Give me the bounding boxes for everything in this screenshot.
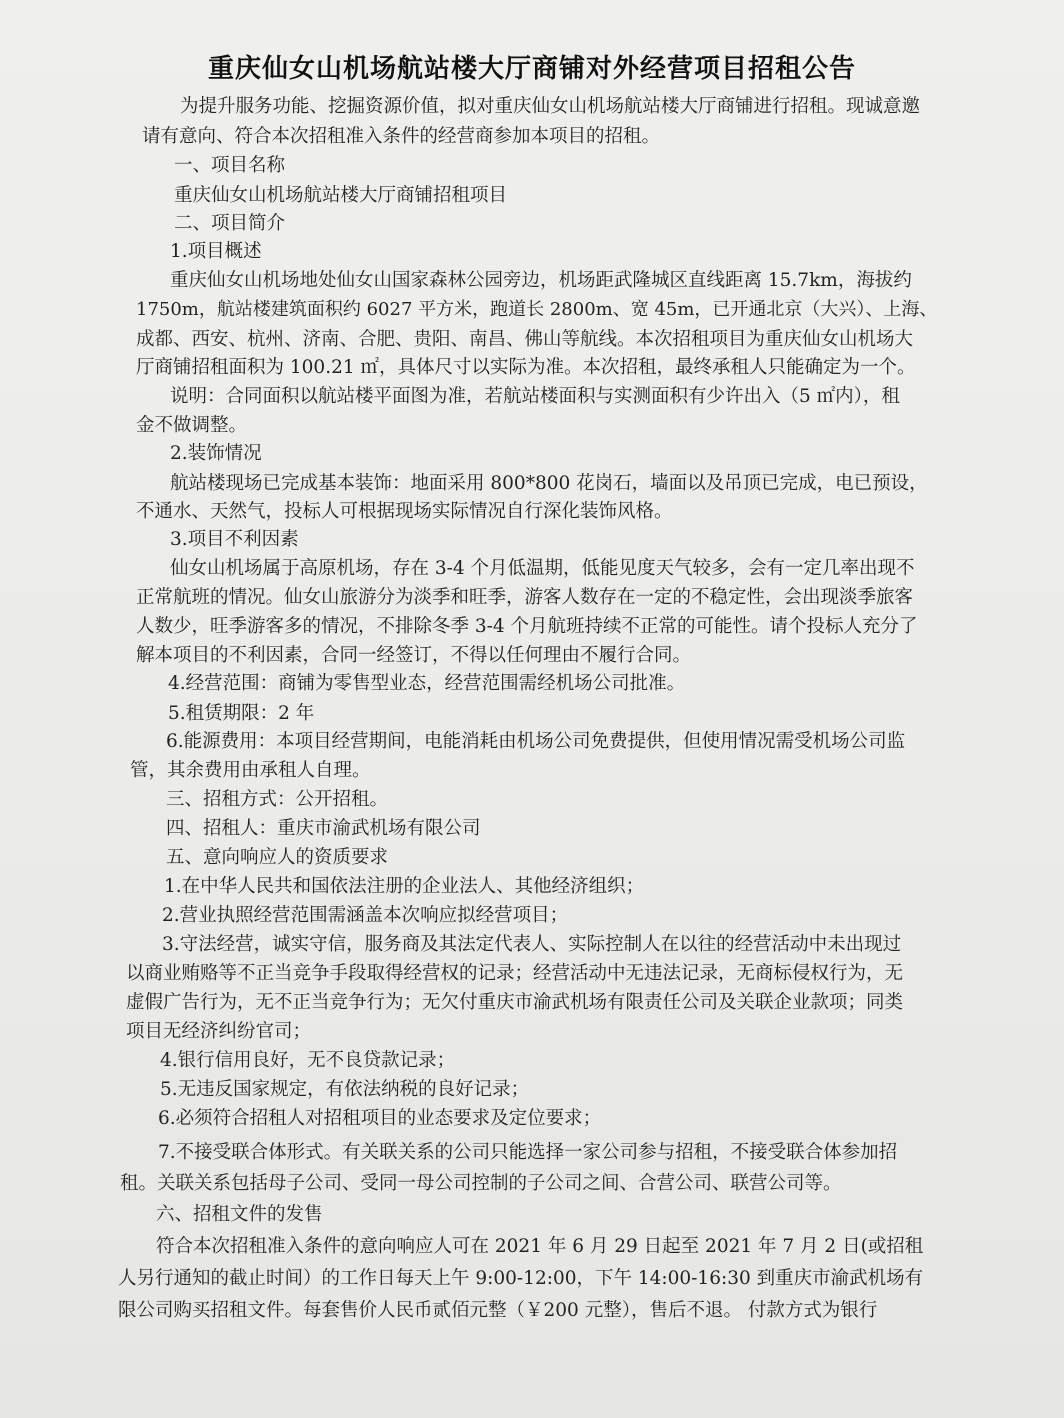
text-line: 航站楼现场已完成基本装饰：地面采用 800*800 花岗石，墙面以及吊顶已完成，电已预设， xyxy=(170,473,928,494)
text-line: 2.营业执照经营范围需涵盖本次响应拟经营项目； xyxy=(162,905,569,926)
text-line: 重庆仙女山机场地处仙女山国家森林公园旁边，机场距武隆城区直线距离 15.7km，海拔约 xyxy=(170,270,912,291)
text-line: 金不做调整。 xyxy=(136,415,248,436)
text-line: 说明：合同面积以航站楼平面图为准，若航站楼面积与实测面积有少许出入（5 ㎡内），租 xyxy=(170,386,900,407)
text-line: 4.经营范围：商铺为零售型业态，经营范围需经机场公司批准。 xyxy=(168,673,686,694)
text-line: 租。关联关系包括母子公司、受同一母公司控制的子公司之间、合营公司、联营公司等。 xyxy=(120,1173,842,1194)
text-line: 人另行通知的截止时间）的工作日每天上午 9:00-12:00，下午 14:00-16:30 到重庆市渝武机场有 xyxy=(118,1268,924,1289)
text-line: 6.必须符合招租人对招租项目的业态要求及定位要求； xyxy=(158,1108,602,1129)
text-line: 符合本次招租准入条件的意向响应人可在 2021 年 6 月 29 日起至 2021 年 7 月 2 日(或招租 xyxy=(156,1236,924,1257)
text-line: 5.无违反国家规定，有依法纳税的良好记录； xyxy=(160,1079,530,1100)
text-line: 二、项目简介 xyxy=(174,213,286,234)
text-line: 成都、西安、杭州、济南、合肥、贵阳、南昌、佛山等航线。本次招租项目为重庆仙女山机场大 xyxy=(136,329,914,350)
text-line: 六、招租文件的发售 xyxy=(156,1204,323,1225)
text-line: 2.装饰情况 xyxy=(170,443,262,464)
text-line: 虚假广告行为，无不正当竞争行为；无欠付重庆市渝武机场有限责任公司及关联企业款项；同类 xyxy=(126,992,904,1013)
text-line: 3.项目不利因素 xyxy=(170,529,299,550)
text-line: 解本项目的不利因素，合同一经签订，不得以任何理由不履行合同。 xyxy=(136,645,692,666)
text-line: 1.在中华人民共和国依法注册的企业法人、其他经济组织； xyxy=(164,876,645,897)
text-line: 为提升服务功能、挖掘资源价值，拟对重庆仙女山机场航站楼大厅商铺进行招租。现诚意邀 xyxy=(180,96,921,117)
text-line: 7.不接受联合体形式。有关联关系的公司只能选择一家公司参与招租，不接受联合体参加招 xyxy=(158,1142,898,1163)
text-line: 人数少，旺季游客多的情况，不排除冬季 3-4 个月航班持续不正常的可能性。请个投标人充分了 xyxy=(136,616,918,637)
text-line: 四、招租人：重庆市渝武机场有限公司 xyxy=(166,818,481,839)
text-line: 重庆仙女山机场航站楼大厅商铺招租项目 xyxy=(174,185,508,206)
text-line: 1.项目概述 xyxy=(170,241,262,262)
text-line: 五、意向响应人的资质要求 xyxy=(166,847,389,868)
text-line: 3.守法经营，诚实守信，服务商及其法定代表人、实际控制人在以往的经营活动中未出现过 xyxy=(162,934,902,955)
page-title: 重庆仙女山机场航站楼大厅商铺对外经营项目招租公告 xyxy=(207,54,856,84)
text-line: 以商业贿赂等不正当竞争手段取得经营权的记录；经营活动中无违法记录，无商标侵权行为，无 xyxy=(126,963,904,984)
text-line: 仙女山机场属于高原机场，存在 3-4 个月低温期，低能见度天气较多，会有一定几率出现不 xyxy=(170,558,915,579)
text-line: 不通水、天然气，投标人可根据现场实际情况自行深化装饰风格。 xyxy=(136,501,673,522)
text-line: 三、招租方式：公开招租。 xyxy=(166,789,389,810)
text-line: 6.能源费用：本项目经营期间，电能消耗由机场公司免费提供，但使用情况需受机场公司监 xyxy=(166,731,906,752)
text-line: 厅商铺招租面积为 100.21 ㎡，具体尺寸以实际为准。本次招租，最终承租人只能确定为一个。 xyxy=(136,357,916,378)
text-line: 正常航班的情况。仙女山旅游分为淡季和旺季，游客人数存在一定的不稳定性，会出现淡季旅客 xyxy=(136,587,914,608)
text-line: 请有意向、符合本次招租准入条件的经营商参加本项目的招租。 xyxy=(142,126,661,147)
text-line: 5.租赁期限：2 年 xyxy=(168,703,315,724)
text-line: 限公司购买招租文件。每套售价人民币贰佰元整（￥200 元整），售后不退。 付款方式为银行 xyxy=(118,1300,878,1321)
text-line: 一、项目名称 xyxy=(174,155,286,176)
text-line: 4.银行信用良好，无不良贷款记录； xyxy=(160,1050,456,1071)
text-line: 项目无经济纠纷官司； xyxy=(126,1021,312,1042)
text-line: 管，其余费用由承租人自理。 xyxy=(130,760,371,781)
text-line: 1750m，航站楼建筑面积约 6027 平方米，跑道长 2800m、宽 45m，已开通北京（大兴）、上海、 xyxy=(136,299,938,320)
